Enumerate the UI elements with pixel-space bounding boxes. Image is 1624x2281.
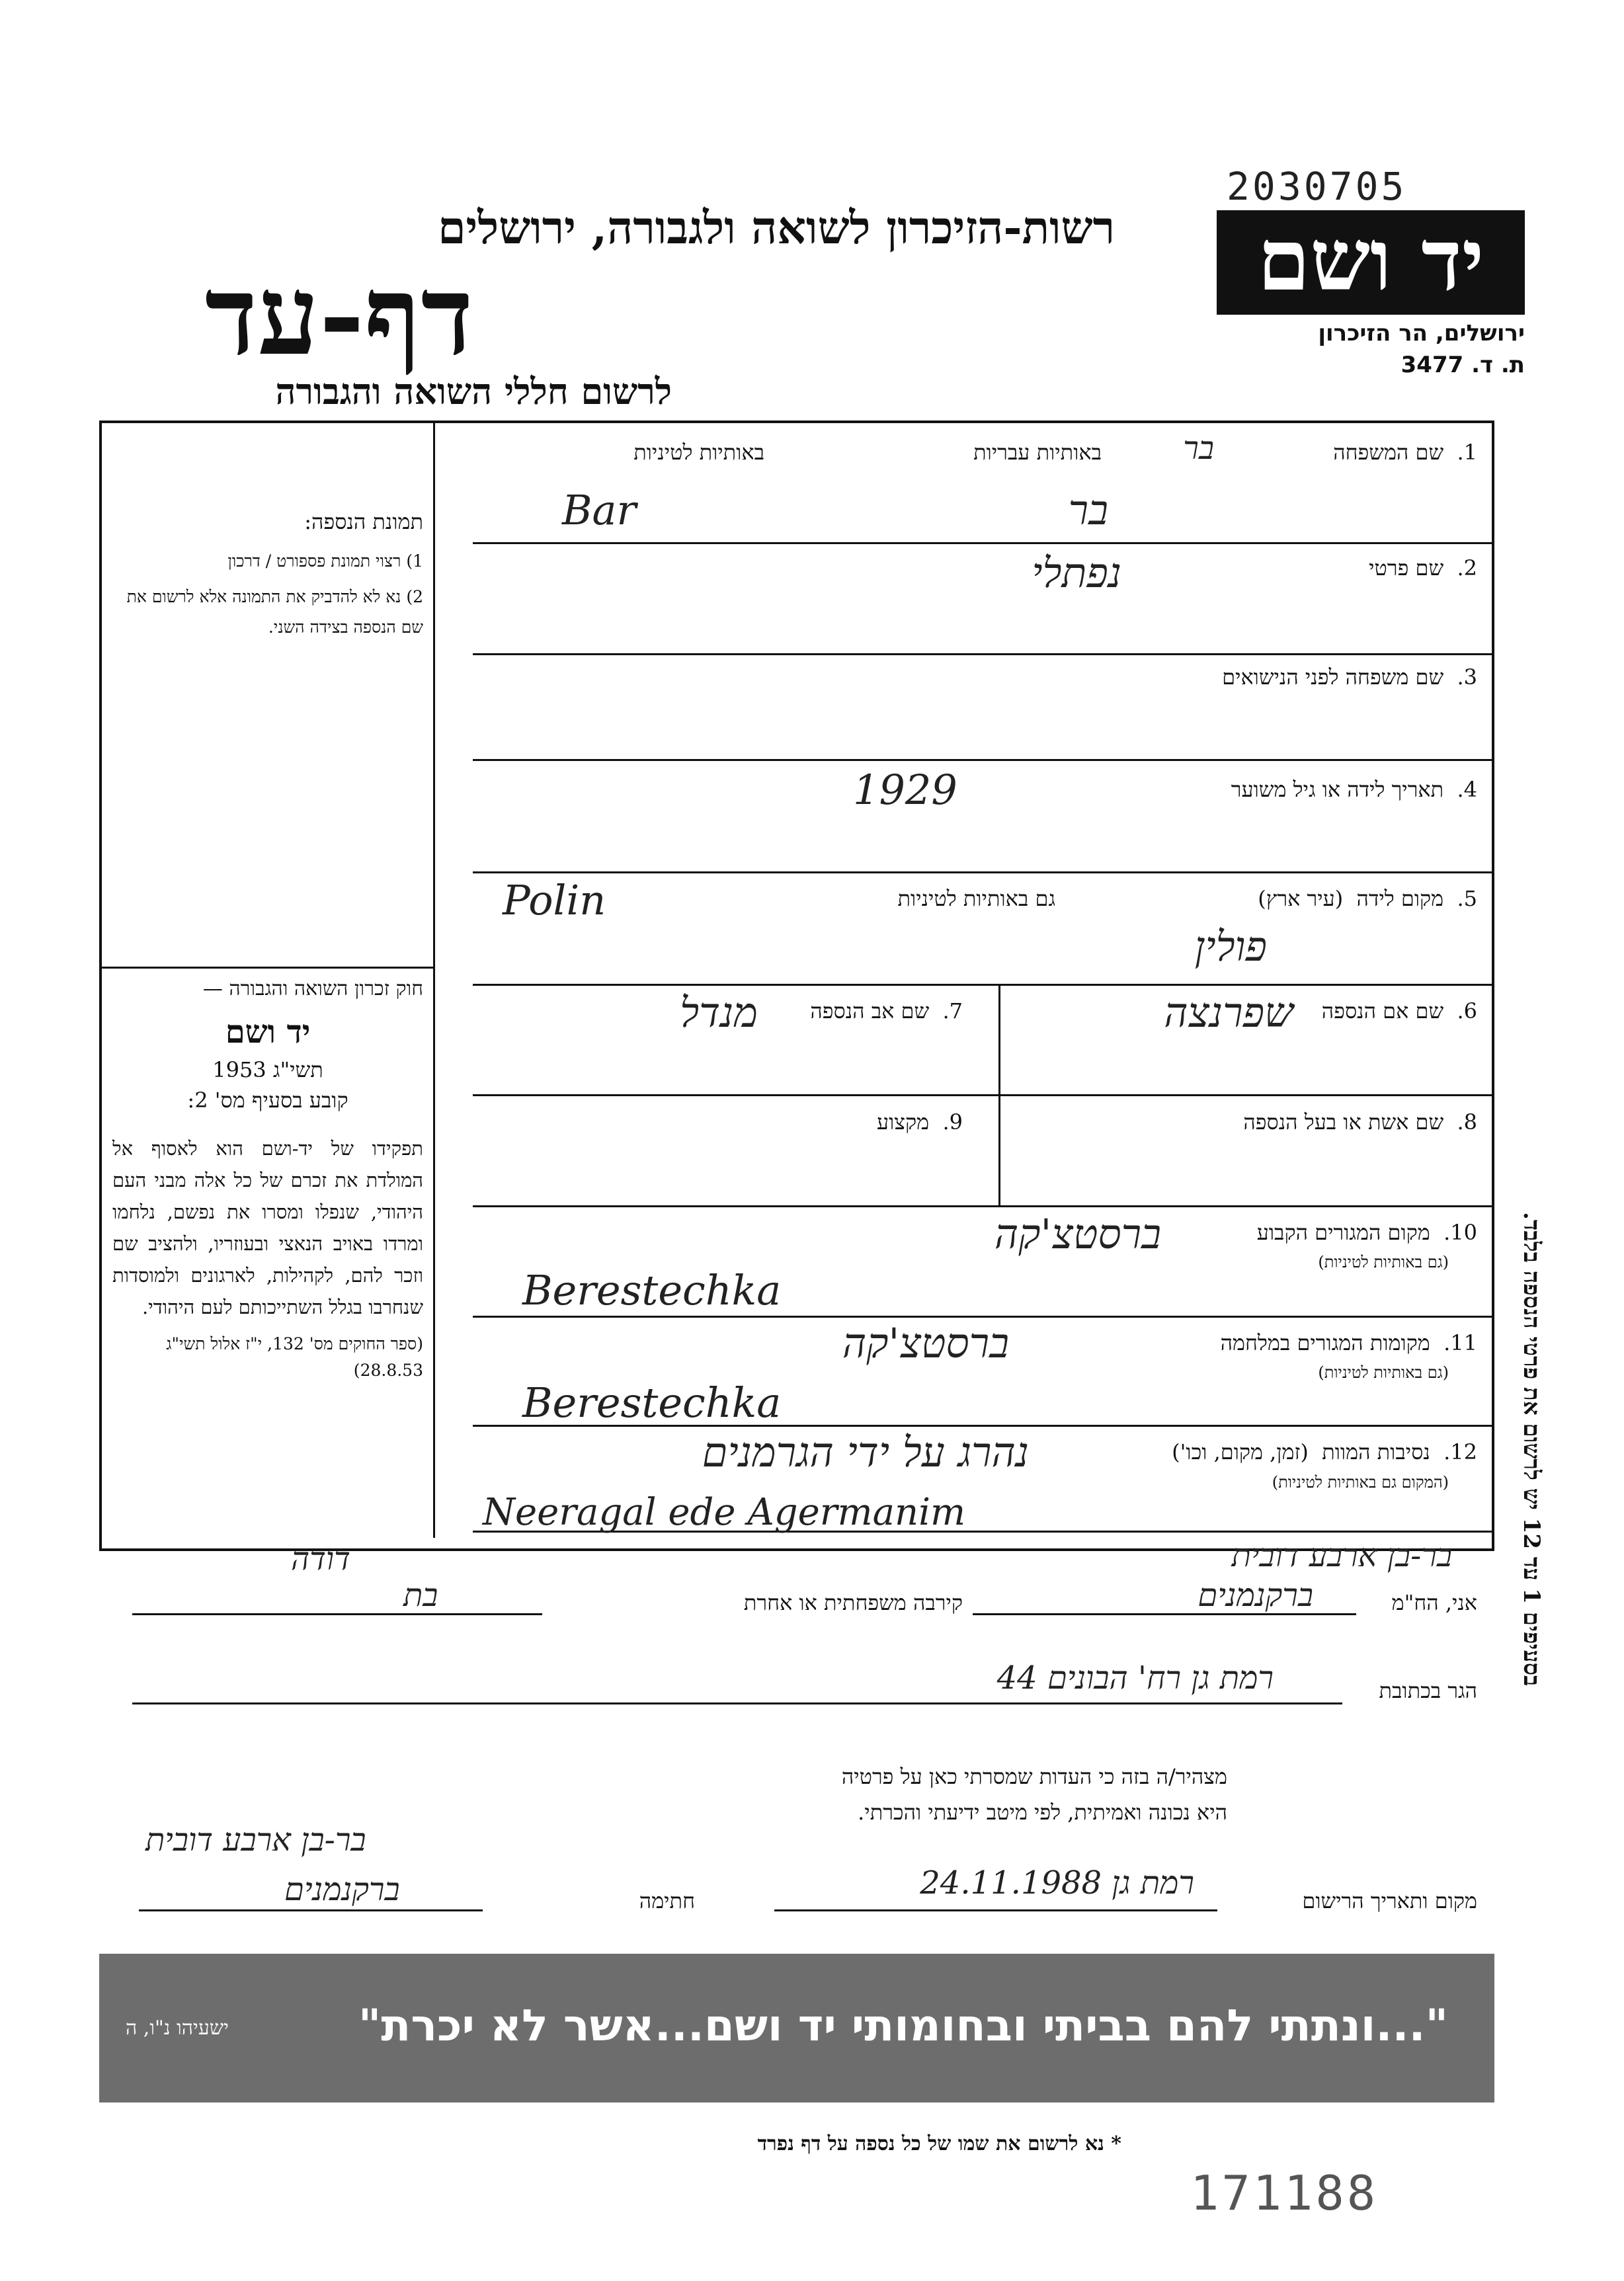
field-5-value-latin[interactable]: Polin [503,876,606,924]
field-11-value-latin[interactable]: Berestechka [522,1379,782,1427]
field-1-label [1333,440,1477,465]
field-6-title: שם אם הנספה [1321,998,1444,1023]
place-date-line [774,1909,1217,1911]
field-10-value-he[interactable]: ברסטצ'קה [994,1210,1161,1258]
field-11-value-he[interactable]: ברסטצ'קה [842,1319,1009,1367]
field-2-value[interactable]: נפתלי [1032,549,1121,597]
footer-note: * נא לרשום את שמו של כל נספה על דף נפרד [757,2132,1121,2155]
declarant-label: אני, הח"מ [1391,1590,1477,1615]
declarant-name-extra[interactable]: בר-בן ארבע דובית [1231,1537,1452,1574]
field-6-value[interactable]: שפרנצה [1164,988,1293,1037]
field-1-value-latin[interactable]: Bar [562,486,637,534]
address-line [132,1702,1342,1704]
relation-value[interactable]: בת [403,1577,438,1614]
law-name: יד ושם [225,1014,311,1051]
law-clause: קובע בסעיף מס' 2: [187,1088,348,1113]
field-1-value-he[interactable]: בר [1068,486,1108,534]
field-2-num: 2. [1457,555,1477,580]
row-sep-4 [473,871,1494,873]
quote-banner [99,1954,1494,2102]
declarant-value[interactable]: ברקנמנים [1198,1577,1313,1614]
form-title: דף-עד [204,251,473,380]
field-3-title: שם משפחה לפני הנישואים [1222,664,1444,690]
row-sep-8 [473,1316,1494,1318]
place-date-label: מקום ותאריך הרישום [1302,1888,1477,1913]
field-5-label [1258,886,1477,911]
field-4-title: תאריך לידה או גיל משוער [1231,777,1444,802]
form-subtitle: לרשום חללי השואה והגבורה [275,370,672,413]
field-2-label [1369,555,1477,580]
field-11-num: 11. [1443,1330,1477,1355]
field-6-num: 6. [1457,998,1477,1023]
field-12-value-latin[interactable]: Neeragal ede Agermanim [483,1491,966,1534]
field-12-title: נסיבות המוות [1322,1439,1430,1464]
field-9-label [877,1109,963,1135]
signature-value-2[interactable]: ברקנמנים [284,1871,400,1908]
law-year: תשי"ג 1953 [212,1057,323,1082]
banner-reference: ישעיהו נ"ו, ה [126,2017,229,2040]
row-sep-2 [473,653,1494,655]
field-11-label [1221,1330,1477,1355]
field-5-num: 5. [1457,886,1477,911]
side-note-vertical: בסעיפים 1 עד 12 יש לרשום את פרטי הנספה בלבד. [1518,1211,1545,1686]
signature-line [139,1909,483,1911]
field-12-num: 12. [1443,1439,1477,1464]
place-date-value[interactable]: רמת גן 24.11.1988 [920,1864,1194,1901]
field-10-sub: (גם באותיות לטיניות) [1318,1253,1449,1271]
field-12-title-sub: (זמן, מקום, וכו') [1172,1439,1309,1464]
field-2-title: שם פרטי [1369,555,1444,580]
address-label: הגר בכתובת [1379,1678,1477,1703]
field-8-title: שם אשת או בעל הנספה [1243,1109,1444,1135]
field-1-hebrew-hint: באותיות עבריות [973,440,1102,465]
field-5-latin-hint: גם באותיות לטיניות [897,886,1055,911]
field-8-label [1243,1109,1477,1135]
field-12-label [1172,1439,1477,1464]
field-7-title: שם אב הנספה [810,998,930,1023]
field-3-num: 3. [1457,664,1477,690]
photo-box-title: תמונת הנספה: [304,509,423,534]
field-9-title: מקצוע [876,1109,930,1135]
photo-box-line-2: 2) נא לא להדביק את התמונה אלא לרשום את שם הנספה בצידה השני. [126,587,423,637]
left-column-separator [99,967,435,969]
field-11-sub: (גם באותיות לטיניות) [1318,1363,1449,1382]
field-10-title: מקום המגורים הקבוע [1256,1220,1430,1245]
banner-quote: "...ונתתי להם בביתי ובחומותי יד ושם...אשר לא יכרת" [358,2000,1448,2051]
field-5-sub: (עיר ארץ) [1258,886,1344,911]
row-sep-1 [473,542,1494,544]
field-7-label [810,998,963,1023]
field-5-value-he[interactable]: פולין [1194,922,1267,971]
signature-value[interactable]: בר-בן ארבע דובית [145,1821,366,1859]
yad-vashem-logo: יד ושם [1217,210,1525,315]
relation-label: קירבה משפחתית או אחרת [743,1590,963,1615]
statement-line-1: מצהיר/ה בזה כי העדות שמסרתי כאן על פרטיה [841,1764,1227,1789]
row-sep-7 [473,1205,1494,1207]
address-line-1: ירושלים, הר הזיכרון [1318,320,1525,346]
field-1-num: 1. [1457,440,1477,465]
field-9-num: 9. [942,1109,963,1135]
org-name: רשות-הזיכרון לשואה ולגבורה, ירושלים [438,202,1115,255]
field-11-title: מקומות המגורים במלחמה [1220,1330,1430,1355]
field-10-label [1257,1220,1477,1245]
relation-value-extra[interactable]: דודה [291,1541,350,1578]
row-sep-3 [473,759,1494,761]
field-6-label [1322,998,1477,1023]
field-4-num: 4. [1457,777,1477,802]
field-1-title: שם המשפחה [1333,440,1444,465]
field-12-sub: (המקום גם באותיות לטיניות) [1272,1473,1449,1492]
middle-divider [998,985,1000,1207]
field-5-title: מקום לידה [1356,886,1444,911]
law-box [112,977,423,1384]
photo-box-line-1: 1) רצוי תמונת פספורט / דרכון [227,551,423,571]
law-heading: חוק זכרון השואה והגבורה — [202,977,423,1000]
left-column-divider [433,420,435,1538]
address-value[interactable]: רמת גן רח' הבונים 44 [996,1660,1274,1697]
statement-line-2: היא נכונה ואמיתית, לפי מיטב ידיעתי והכרתי. [858,1800,1227,1825]
field-10-num: 10. [1443,1220,1477,1245]
address-line-2: ת. ד. 3477 [1401,352,1525,378]
signature-label: חתימה [639,1888,695,1913]
field-10-value-latin[interactable]: Berestechka [522,1266,782,1314]
photo-box [112,509,423,643]
serial-number-top: 2030705 [1227,164,1407,209]
law-source: (ספר החוקים מס' 132, י"ז אלול תשי"ג 28.8.53) [166,1334,423,1380]
row-sep-6 [473,1094,1494,1096]
serial-number-bottom: 171188 [1190,2165,1379,2221]
row-sep-5 [473,984,1494,986]
field-1-latin-hint: באותיות לטיניות [633,440,764,465]
field-7-value[interactable]: מנדל [680,988,758,1037]
field-8-num: 8. [1457,1109,1477,1135]
field-12-value-he[interactable]: נהרג על ידי הגרמנים [702,1428,1029,1476]
law-body: תפקידו של יד-ושם הוא לאסוף אל המולדת את זכרם של כל אלה מבני העם היהודי, שנפלו ומסרו את נפשם, נלחמו ומרדו באויב הנאצי ובעוזריו, ולהציב שם וזכר להם, לקהילות, לארגונים ולמוסדות שנחרבו בגלל השתייכותם לעם היהודי. [112,1137,423,1318]
field-1-value-he-extra[interactable]: בר [1183,430,1214,467]
field-4-label [1231,777,1477,802]
field-7-num: 7. [942,998,963,1023]
relation-line [132,1613,542,1615]
field-3-label [1222,664,1477,690]
field-4-value[interactable]: 1929 [853,766,957,814]
